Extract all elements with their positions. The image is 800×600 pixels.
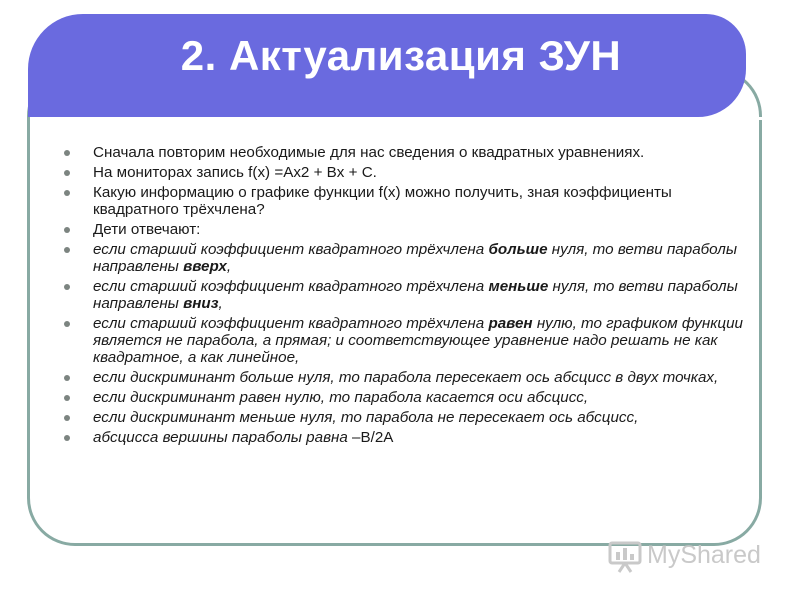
title-underline [90, 117, 772, 120]
bullet-dot-icon [64, 247, 70, 253]
list-item: если дискриминант меньше нуля, то парабола не пересекает ось абсцисс, [64, 409, 744, 426]
list-item: На мониторах запись f(x) =Ax2 + Bx + C. [64, 164, 744, 181]
list-item: Дети отвечают: [64, 221, 744, 238]
bullet-dot-icon [64, 190, 70, 196]
bullet-dot-icon [64, 284, 70, 290]
presentation-board-icon [607, 538, 643, 574]
list-item: абсцисса вершины параболы равна –B/2A [64, 429, 744, 446]
bullet-dot-icon [64, 170, 70, 176]
bullet-dot-icon [64, 375, 70, 381]
bullet-dot-icon [64, 395, 70, 401]
bullet-list [64, 144, 744, 449]
title-banner [28, 14, 746, 117]
slide-title: 2. Актуализация ЗУН [180, 32, 622, 79]
watermark [607, 538, 767, 574]
list-item: если дискриминант равен нулю, то парабола касается оси абсцисс, [64, 389, 744, 406]
bullet-dot-icon [64, 227, 70, 233]
list-item: Сначала повторим необходимые для нас сведения о квадратных уравнениях. [64, 144, 744, 161]
list-item: Какую информацию о графике функции f(x) можно получить, зная коэффициенты квадратного трёхчлена? [64, 184, 744, 218]
bullet-dot-icon [64, 415, 70, 421]
bullet-dot-icon [64, 321, 70, 327]
list-item: если дискриминант больше нуля, то парабола пересекает ось абсцисс в двух точках, [64, 369, 744, 386]
bullet-dot-icon [64, 435, 70, 441]
list-item: если старший коэффициент квадратного трёхчлена больше нуля, то ветви параболы направлены вверх, [64, 241, 744, 275]
list-item: если старший коэффициент квадратного трёхчлена равен нулю, то графиком функции является не парабола, а прямая; и соответствующее уравнение надо решать не как квадратное, а как линейное, [64, 315, 744, 366]
watermark-text: MyShared [647, 541, 761, 569]
bullet-dot-icon [64, 150, 70, 156]
list-item: если старший коэффициент квадратного трёхчлена меньше нуля, то ветви параболы направлены вниз, [64, 278, 744, 312]
